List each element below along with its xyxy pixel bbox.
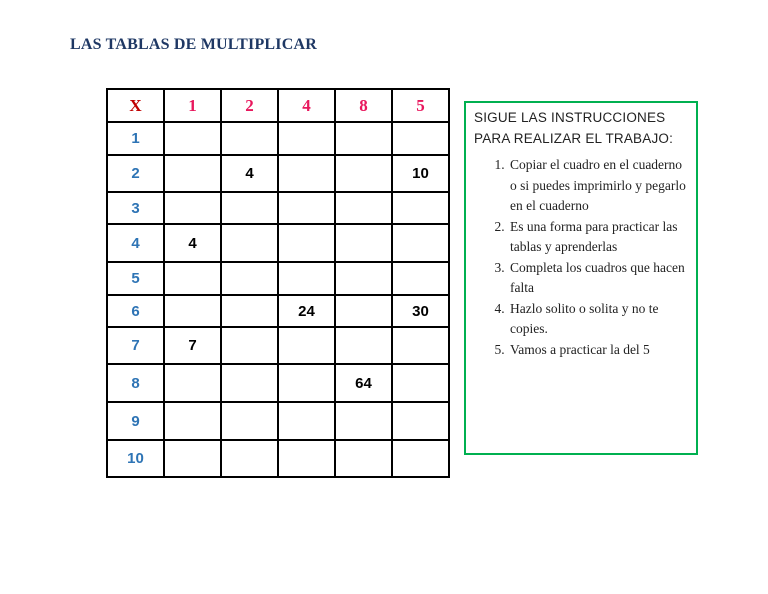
table-cell: 4 [164, 224, 221, 262]
page-title: LAS TABLAS DE MULTIPLICAR [70, 36, 317, 53]
table-cell [278, 364, 335, 402]
table-cell [221, 364, 278, 402]
column-header: 8 [335, 89, 392, 122]
multiplication-table [106, 88, 450, 478]
table-cell [221, 440, 278, 477]
table-body [107, 122, 449, 477]
row-header: 5 [107, 262, 164, 295]
table-cell [164, 440, 221, 477]
table-cell [335, 122, 392, 155]
table-cell [392, 327, 449, 364]
table-cell [335, 440, 392, 477]
table-cell [278, 224, 335, 262]
table-header-row [107, 89, 449, 122]
table-cell [164, 364, 221, 402]
table-cell [164, 262, 221, 295]
table-row [107, 262, 449, 295]
table-cell [221, 192, 278, 224]
table-cell [392, 122, 449, 155]
table-cell [335, 155, 392, 192]
table-cell [164, 402, 221, 440]
instructions-box [464, 101, 698, 455]
table-cell: 24 [278, 295, 335, 327]
row-header: 8 [107, 364, 164, 402]
table-cell [278, 262, 335, 295]
row-header: 1 [107, 122, 164, 155]
table-cell [278, 192, 335, 224]
table-cell [164, 192, 221, 224]
row-header: 6 [107, 295, 164, 327]
table-cell: 64 [335, 364, 392, 402]
instruction-item: 1. Copiar el cuadro en el cuaderno o si puedes imprimirlo y pegarlo en el cuaderno [508, 155, 690, 217]
table-cell [392, 440, 449, 477]
row-header: 3 [107, 192, 164, 224]
table-cell [278, 155, 335, 192]
instructions-list [474, 155, 690, 360]
table-cell [278, 122, 335, 155]
corner-cell: X [107, 89, 164, 122]
table-cell: 10 [392, 155, 449, 192]
table-row [107, 295, 449, 327]
table-cell [221, 122, 278, 155]
row-header: 2 [107, 155, 164, 192]
table-cell [392, 364, 449, 402]
table-cell [164, 295, 221, 327]
table-cell [221, 224, 278, 262]
table-cell [221, 295, 278, 327]
table-row [107, 364, 449, 402]
table-cell [392, 402, 449, 440]
instructions-heading: SIGUE LAS INSTRUCCIONES PARA REALIZAR EL TRABAJO: [474, 110, 674, 146]
instruction-item: 5. Vamos a practicar la del 5 [508, 340, 690, 361]
table-cell: 7 [164, 327, 221, 364]
table-row [107, 440, 449, 477]
table-cell [278, 440, 335, 477]
table-cell: 30 [392, 295, 449, 327]
table-cell: 4 [221, 155, 278, 192]
table-row [107, 224, 449, 262]
column-header: 5 [392, 89, 449, 122]
table-cell [392, 192, 449, 224]
instruction-item: 4. Hazlo solito o solita y no te copies. [508, 299, 690, 340]
column-header: 2 [221, 89, 278, 122]
row-header: 9 [107, 402, 164, 440]
table-cell [221, 402, 278, 440]
table-cell [221, 262, 278, 295]
table-cell [335, 295, 392, 327]
instruction-item: 2. Es una forma para practicar las tablas y aprenderlas [508, 217, 690, 258]
row-header: 7 [107, 327, 164, 364]
table-cell [164, 122, 221, 155]
table-row [107, 402, 449, 440]
table-row [107, 192, 449, 224]
table-cell [335, 192, 392, 224]
table-cell [278, 327, 335, 364]
column-header: 4 [278, 89, 335, 122]
row-header: 4 [107, 224, 164, 262]
column-header: 1 [164, 89, 221, 122]
table-cell [278, 402, 335, 440]
table-row [107, 122, 449, 155]
row-header: 10 [107, 440, 164, 477]
table-cell [392, 224, 449, 262]
table-row [107, 155, 449, 192]
table-row [107, 327, 449, 364]
table-cell [164, 155, 221, 192]
table-cell [335, 327, 392, 364]
table-cell [335, 224, 392, 262]
instruction-item: 3. Completa los cuadros que hacen falta [508, 258, 690, 299]
table-cell [335, 262, 392, 295]
table-cell [221, 327, 278, 364]
table-cell [335, 402, 392, 440]
table-cell [392, 262, 449, 295]
